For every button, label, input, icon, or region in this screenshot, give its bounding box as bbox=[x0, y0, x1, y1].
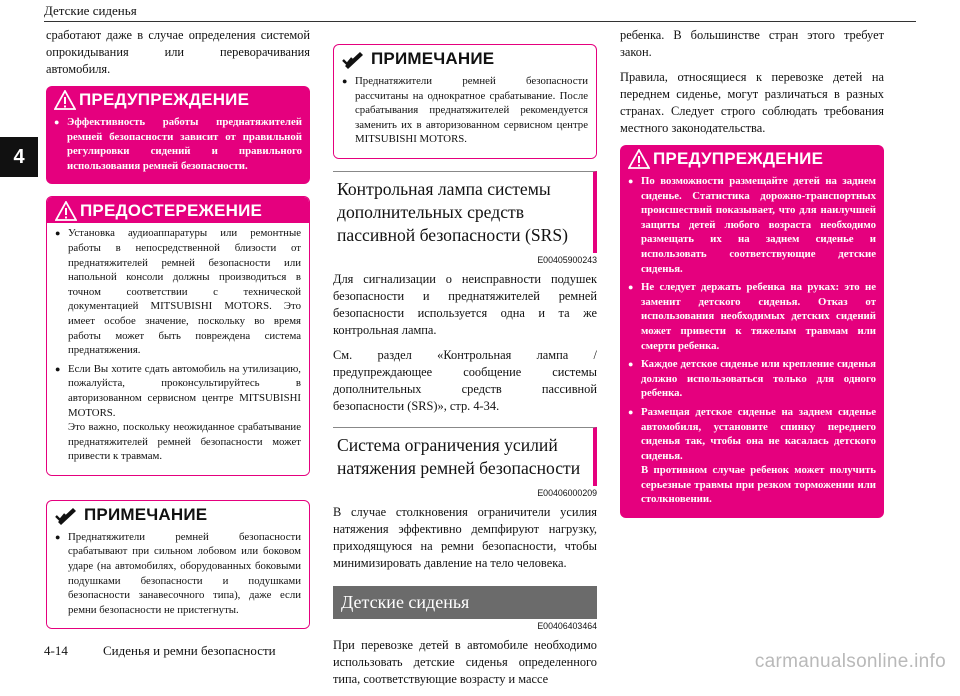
watermark: carmanualsonline.info bbox=[754, 651, 946, 672]
section-heading-line: Контрольная лампа системы bbox=[337, 178, 551, 199]
warning-header bbox=[46, 86, 310, 112]
warning-box bbox=[46, 86, 310, 184]
body-paragraph: Правила, относящиеся к перевозке детей на переднем сиденье, могут различаться в разных странах. Следует строго соблюдать требования местного законодательства. bbox=[620, 70, 884, 135]
caution-item: ● Установка аудиоаппаратуры или ремонтные работы в непосредственной близости от преднатяжителей ремней безопасности или напольной консоли должны производиться в точном соответствии с технической документацией MITSUBISHI MOTORS. Это имеет особое значение, поскольку во время работы может быть повреждена система преднатяжения. bbox=[55, 226, 301, 357]
caution-triangle-icon bbox=[55, 201, 77, 221]
warning-item-text: Размещая детское сиденье на заднем сиденье автомобиля, установите спинку переднего сиденья так, чтобы она не касалась детского сиденья. bbox=[641, 405, 876, 462]
caution-item bbox=[55, 362, 301, 464]
body-paragraph: Для сигнализации о неисправности подушек безопасности и преднатяжителей ремней безопасности используется одна и та же контрольная лампа. bbox=[333, 271, 597, 337]
section-heading-srs-lamp bbox=[333, 171, 597, 253]
note-title: ПРИМЕЧАНИЕ bbox=[84, 504, 208, 524]
section-code: E00405900243 bbox=[537, 254, 597, 265]
warning-box bbox=[620, 145, 884, 518]
note-box bbox=[333, 44, 597, 159]
warning-item bbox=[628, 405, 876, 507]
intro-paragraph: сработают даже в случае определения системой опрокидывания или переворачивания автомобиля. bbox=[46, 28, 310, 76]
warning-triangle-icon bbox=[628, 149, 650, 169]
running-header: Детские сиденья bbox=[44, 3, 137, 18]
caution-title: ПРЕДОСТЕРЕЖЕНИЕ bbox=[80, 201, 263, 221]
caution-box bbox=[46, 196, 310, 476]
column-1 bbox=[46, 27, 310, 641]
note-title: ПРИМЕЧАНИЕ bbox=[371, 49, 495, 68]
column-2 bbox=[333, 44, 597, 696]
chapter-tab: 4 bbox=[0, 137, 38, 177]
warning-item: ● Не следует держать ребенка на руках: это не заменит детского сиденья. Отказ от использования необходимых детских сидений может привести к тяжелым травмам или смерти ребенка. bbox=[628, 280, 876, 353]
warning-title: ПРЕДУПРЕЖДЕНИЕ bbox=[79, 90, 250, 109]
body-paragraph: При перевозке детей в автомобиле необходимо использовать детские сиденья определенного типа, соответствующие возрасту и массе bbox=[333, 637, 597, 686]
note-header bbox=[334, 45, 596, 71]
note-body bbox=[47, 527, 309, 629]
pencil-icon bbox=[55, 505, 79, 525]
caution-item-text: Если Вы хотите сдать автомобиль на утилизацию, пожалуйста, проконсультируйтесь в авторизованном сервисном центре MITSUBISHI MOTORS. bbox=[68, 362, 301, 419]
note-box bbox=[46, 500, 310, 630]
warning-item: ● По возможности размещайте детей на заднем сиденье. Статистика дорожно-транспортных происшествий показывает, что для наилучшей защиты детей любого возраста необходимо размещать их на заднем сиденье и использовать соответствующие детские сиденья. bbox=[628, 174, 876, 276]
body-paragraph: См. раздел «Контрольная лампа / предупреждающее сообщение системы дополнительных средств пассивной безопасности (SRS)», стр. 4-34. bbox=[333, 347, 597, 413]
caution-body bbox=[47, 223, 309, 475]
note-body bbox=[334, 71, 596, 158]
warning-item-continuation: В противном случае ребенок может получить серьезные травмы при резком торможении или столкновении. bbox=[641, 464, 876, 506]
note-header bbox=[47, 501, 309, 527]
section-heading-line: пассивной безопасности (SRS) bbox=[337, 224, 568, 245]
pencil-icon bbox=[342, 49, 366, 69]
section-heading-force-limiters bbox=[333, 427, 597, 486]
section-heading-child-seats: Детские сиденья bbox=[333, 586, 597, 619]
page-number: 4-14 bbox=[44, 643, 68, 658]
section-heading-line: Система ограничения усилий bbox=[337, 434, 558, 455]
warning-header bbox=[620, 145, 884, 171]
section-code: E00406000209 bbox=[537, 487, 597, 498]
note-item: ● Преднатяжители ремней безопасности рассчитаны на однократное срабатывание. После срабатывания преднатяжителей рекомендуется заменить их в авторизованном сервисном центре MITSUBISHI MOTORS. bbox=[342, 74, 588, 147]
footer-section-title: Сиденья и ремни безопасности bbox=[103, 643, 276, 658]
warning-item: ● Каждое детское сиденье или крепление сиденья должно использоваться только для одного ребенка. bbox=[628, 357, 876, 401]
warning-title: ПРЕДУПРЕЖДЕНИЕ bbox=[653, 149, 824, 168]
warning-body bbox=[46, 112, 310, 184]
note-item: ● Преднатяжители ремней безопасности срабатывают при сильном лобовом или боковом ударе (на автомобилях, оборудованных боковыми подушками безопасности и подушками безопасности занавесочного типа), даже если ремни безопасности не пристегнуты. bbox=[55, 530, 301, 618]
caution-header bbox=[47, 197, 309, 223]
warning-item: ● Эффективность работы преднатяжителей ремней безопасности зависит от правильной регулировки сидений и правильного использования ремней безопасности. bbox=[54, 115, 302, 173]
warning-triangle-icon bbox=[54, 90, 76, 110]
section-code: E00406403464 bbox=[537, 620, 597, 631]
header-rule bbox=[44, 21, 916, 22]
section-heading-line: дополнительных средств bbox=[337, 201, 525, 222]
section-heading-line: натяжения ремней безопасности bbox=[337, 457, 581, 478]
caution-item-continuation: Это важно, поскольку неожиданное срабатывание преднатяжителей ремней безопасности может привести к травмам. bbox=[68, 421, 301, 463]
column-3 bbox=[620, 27, 884, 530]
body-paragraph: В случае столкновения ограничители усилия натяжения эффективно демпфируют нагрузку, приходящуюся на ремни безопасности, чтобы минимизировать давление на тело человека. bbox=[333, 504, 597, 570]
warning-body bbox=[620, 171, 884, 518]
body-paragraph: ребенка. В большинстве стран этого требует закон. bbox=[620, 28, 884, 59]
